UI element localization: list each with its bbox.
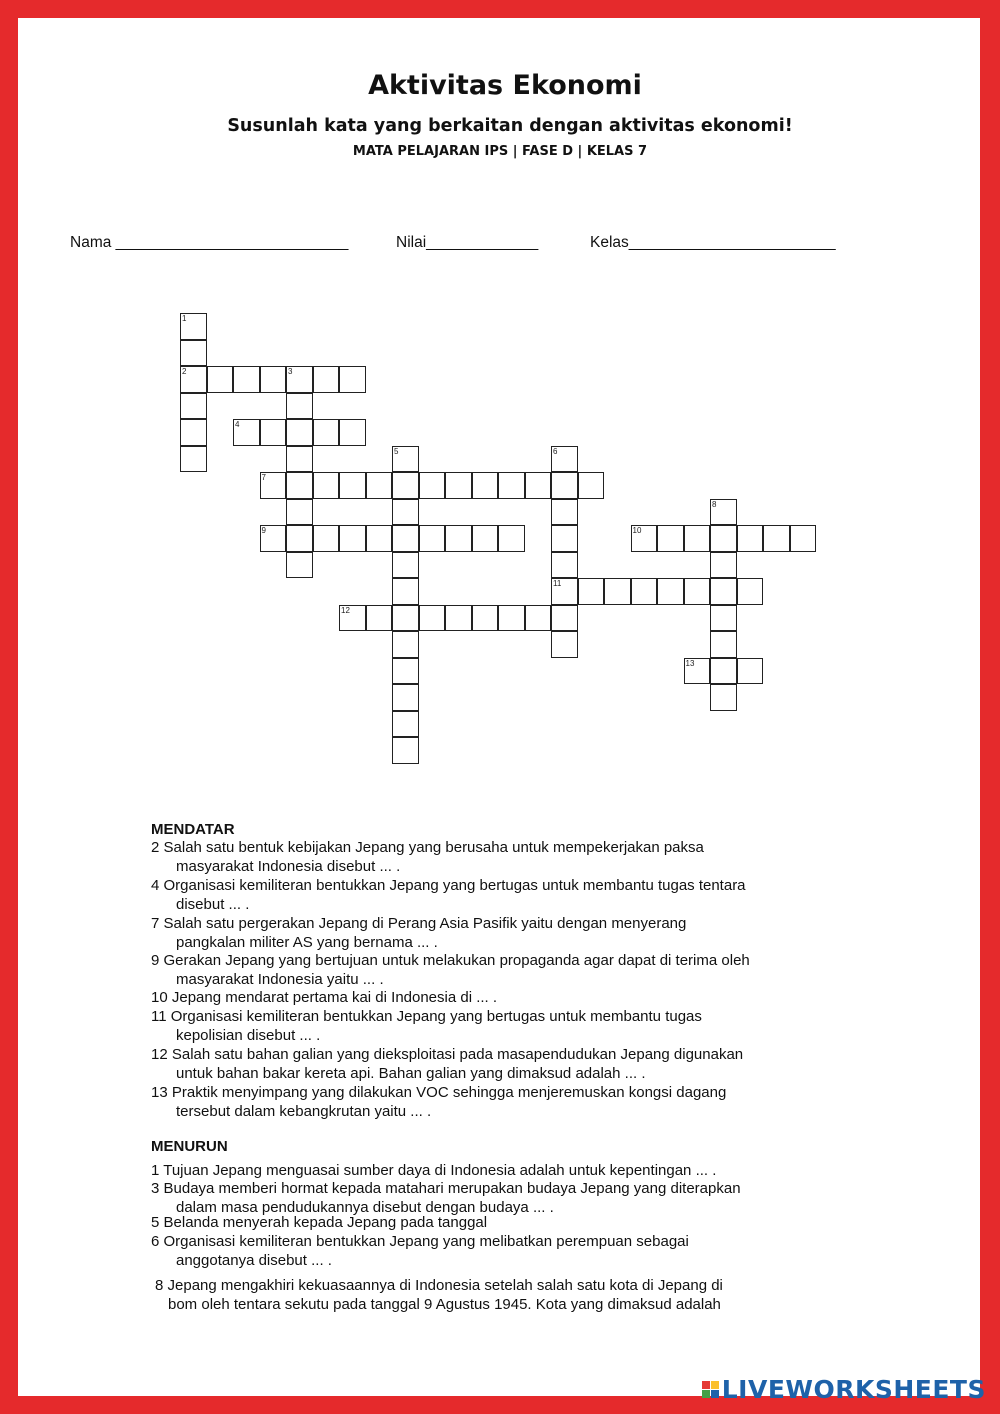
crossword-cell[interactable] <box>233 419 260 446</box>
clue-number: 13 <box>685 658 695 668</box>
crossword-cell[interactable] <box>313 525 340 552</box>
clue-number: 11 <box>553 579 562 588</box>
crossword-cell[interactable] <box>366 605 393 632</box>
crossword-cell[interactable] <box>604 578 631 605</box>
crossword-cell[interactable] <box>260 366 287 393</box>
crossword-cell[interactable] <box>286 393 313 420</box>
crossword-cell[interactable] <box>180 446 207 473</box>
crossword-cell[interactable] <box>313 419 340 446</box>
crossword-cell[interactable] <box>631 578 658 605</box>
crossword-cell[interactable] <box>286 366 313 393</box>
crossword-cell[interactable] <box>180 366 207 393</box>
crossword-cell[interactable] <box>286 472 313 499</box>
crossword-cell[interactable] <box>392 446 419 473</box>
crossword-cell[interactable] <box>260 419 287 446</box>
clue-number: 7 <box>261 473 266 482</box>
clue-number: 8 <box>712 499 717 509</box>
crossword-cell[interactable] <box>445 472 472 499</box>
crossword-cell[interactable] <box>286 552 313 579</box>
crossword-cell[interactable] <box>392 631 419 658</box>
subject-info: MATA PELAJARAN IPS | FASE D | KELAS 7 <box>352 144 648 159</box>
crossword-cell[interactable] <box>339 366 366 393</box>
crossword-cell[interactable] <box>551 605 578 632</box>
liveworksheets-icon <box>702 1381 719 1398</box>
crossword-cell[interactable] <box>551 472 578 499</box>
crossword-cell[interactable] <box>313 366 340 393</box>
crossword-cell[interactable] <box>763 525 790 552</box>
crossword-cell[interactable] <box>710 605 737 632</box>
crossword-cell[interactable] <box>657 525 684 552</box>
crossword-cell[interactable] <box>445 605 472 632</box>
crossword-cell[interactable] <box>710 552 737 579</box>
across-clue: 2 Salah satu bentuk kebijakan Jepang yang berusaha untuk mempekerjakan paksa masyarakat Indonesia disebut ... . <box>151 839 704 875</box>
crossword-cell[interactable] <box>313 472 340 499</box>
crossword-cell[interactable] <box>286 419 313 446</box>
crossword-cell[interactable] <box>233 366 260 393</box>
crossword-cell[interactable] <box>392 711 419 738</box>
logo-square <box>702 1381 710 1389</box>
crossword-cell[interactable] <box>339 605 366 632</box>
crossword-cell[interactable] <box>339 419 366 446</box>
down-clue: 1 Tujuan Jepang menguasai sumber daya di Indonesia adalah untuk kepentingan ... . <box>151 1162 717 1179</box>
crossword-cell[interactable] <box>710 684 737 711</box>
crossword-cell[interactable] <box>684 525 711 552</box>
clue-number: 9 <box>261 526 266 535</box>
crossword-cell[interactable] <box>260 525 287 552</box>
crossword-cell[interactable] <box>737 658 764 685</box>
crossword-cell[interactable] <box>392 658 419 685</box>
across-clue: 11 Organisasi kemiliteran bentukkan Jepang yang bertugas untuk membantu tugas kepolisian disebut ... . <box>151 1008 702 1044</box>
score-field[interactable]: Nilai_____________ <box>396 234 539 251</box>
name-field[interactable]: Nama ___________________________ <box>70 234 349 251</box>
crossword-cell[interactable] <box>472 472 499 499</box>
logo-text: LIVEWORKSHEETS <box>721 1375 986 1404</box>
down-clue: 6 Organisasi kemiliteran bentukkan Jepang yang melibatkan perempuan sebagai anggotanya disebut ... . <box>151 1233 689 1269</box>
crossword-cell[interactable] <box>339 525 366 552</box>
crossword-cell[interactable] <box>498 525 525 552</box>
clue-number: 4 <box>235 420 240 429</box>
across-clue: 4 Organisasi kemiliteran bentukkan Jepang yang bertugas untuk membantu tugas tentara disebut ... . <box>151 877 746 913</box>
crossword-cell[interactable] <box>551 525 578 552</box>
crossword-cell[interactable] <box>180 340 207 367</box>
crossword-cell[interactable] <box>392 605 419 632</box>
crossword-cell[interactable] <box>631 525 658 552</box>
across-heading: MENDATAR <box>151 821 235 838</box>
crossword-cell[interactable] <box>366 525 393 552</box>
crossword-cell[interactable] <box>551 552 578 579</box>
down-heading: MENURUN <box>151 1138 228 1155</box>
crossword-cell[interactable] <box>551 631 578 658</box>
crossword-cell[interactable] <box>180 419 207 446</box>
clue-number: 3 <box>288 367 293 376</box>
clue-number: 1 <box>182 314 187 323</box>
crossword-cell[interactable] <box>472 525 499 552</box>
crossword-cell[interactable] <box>392 472 419 499</box>
crossword-cell[interactable] <box>551 499 578 526</box>
clue-number: 6 <box>553 446 558 456</box>
crossword-cell[interactable] <box>180 393 207 420</box>
crossword-cell[interactable] <box>710 658 737 685</box>
crossword-cell[interactable] <box>790 525 817 552</box>
crossword-cell[interactable] <box>392 737 419 764</box>
crossword-cell[interactable] <box>286 446 313 473</box>
across-clue: 7 Salah satu pergerakan Jepang di Perang Asia Pasifik yaitu dengan menyerang pangkalan militer AS yang bernama ... . <box>151 915 687 951</box>
clue-number: 10 <box>632 526 642 535</box>
crossword-cell[interactable] <box>286 525 313 552</box>
crossword-cell[interactable] <box>551 578 578 605</box>
crossword-cell[interactable] <box>684 578 711 605</box>
crossword-cell[interactable] <box>525 472 552 499</box>
logo-square <box>702 1390 710 1398</box>
across-clue: 10 Jepang mendarat pertama kai di Indonesia di ... . <box>151 989 498 1006</box>
class-field[interactable]: Kelas________________________ <box>590 234 836 251</box>
crossword-cell[interactable] <box>578 472 605 499</box>
crossword-cell[interactable] <box>392 499 419 526</box>
crossword-cell[interactable] <box>392 684 419 711</box>
crossword-cell[interactable] <box>657 578 684 605</box>
page-subtitle: Susunlah kata yang berkaitan dengan aktivitas ekonomi! <box>227 116 793 136</box>
crossword-cell[interactable] <box>498 472 525 499</box>
crossword-cell[interactable] <box>710 631 737 658</box>
logo-square <box>711 1390 719 1398</box>
crossword-cell[interactable] <box>366 472 393 499</box>
crossword-cell[interactable] <box>498 605 525 632</box>
crossword-cell[interactable] <box>445 525 472 552</box>
across-clue: 9 Gerakan Jepang yang bertujuan untuk melakukan propaganda agar dapat di terima oleh masyarakat Indonesia yaitu ... . <box>151 952 750 988</box>
clue-number: 12 <box>341 605 350 615</box>
crossword-cell[interactable] <box>710 499 737 526</box>
clue-number: 5 <box>394 446 399 456</box>
down-clue: 3 Budaya memberi hormat kepada matahari merupakan budaya Jepang yang diterapkan dalam masa pendudukannya disebut dengan budaya ... . <box>151 1180 741 1216</box>
crossword-cell[interactable] <box>392 578 419 605</box>
crossword-cell[interactable] <box>419 525 446 552</box>
crossword-cell[interactable] <box>737 525 764 552</box>
page-title: Aktivitas Ekonomi <box>368 70 642 101</box>
liveworksheets-logo <box>702 1375 986 1404</box>
crossword-cell[interactable] <box>419 472 446 499</box>
crossword-cell[interactable] <box>260 472 287 499</box>
down-clue: 8 Jepang mengakhiri kekuasaannya di Indonesia setelah salah satu kota di Jepang di bom oleh tentara sekutu pada tanggal 9 Agustus 1945. Kota yang dimaksud adalah <box>155 1277 723 1313</box>
crossword-cell[interactable] <box>392 525 419 552</box>
clue-number: 2 <box>182 367 187 376</box>
crossword-cell[interactable] <box>286 499 313 526</box>
crossword-cell[interactable] <box>737 578 764 605</box>
crossword-cell[interactable] <box>710 578 737 605</box>
crossword-cell[interactable] <box>419 605 446 632</box>
crossword-cell[interactable] <box>339 472 366 499</box>
logo-square <box>711 1381 719 1389</box>
crossword-cell[interactable] <box>472 605 499 632</box>
crossword-cell[interactable] <box>551 446 578 473</box>
down-clue: 5 Belanda menyerah kepada Jepang pada tanggal <box>151 1214 488 1231</box>
across-clue: 12 Salah satu bahan galian yang dieksploitasi pada masapendudukan Jepang digunakan untuk bahan bakar kereta api. Bahan galian yang dimaksud adalah ... . <box>151 1046 744 1082</box>
crossword-cell[interactable] <box>710 525 737 552</box>
across-clue: 13 Praktik menyimpang yang dilakukan VOC sehingga menjeremuskan kongsi dagang tersebut dalam kebangkrutan yaitu ... . <box>151 1084 727 1120</box>
crossword-cell[interactable] <box>180 313 207 340</box>
crossword-cell[interactable] <box>207 366 234 393</box>
crossword-cell[interactable] <box>578 578 605 605</box>
crossword-cell[interactable] <box>392 552 419 579</box>
crossword-cell[interactable] <box>525 605 552 632</box>
crossword-cell[interactable] <box>684 658 711 685</box>
